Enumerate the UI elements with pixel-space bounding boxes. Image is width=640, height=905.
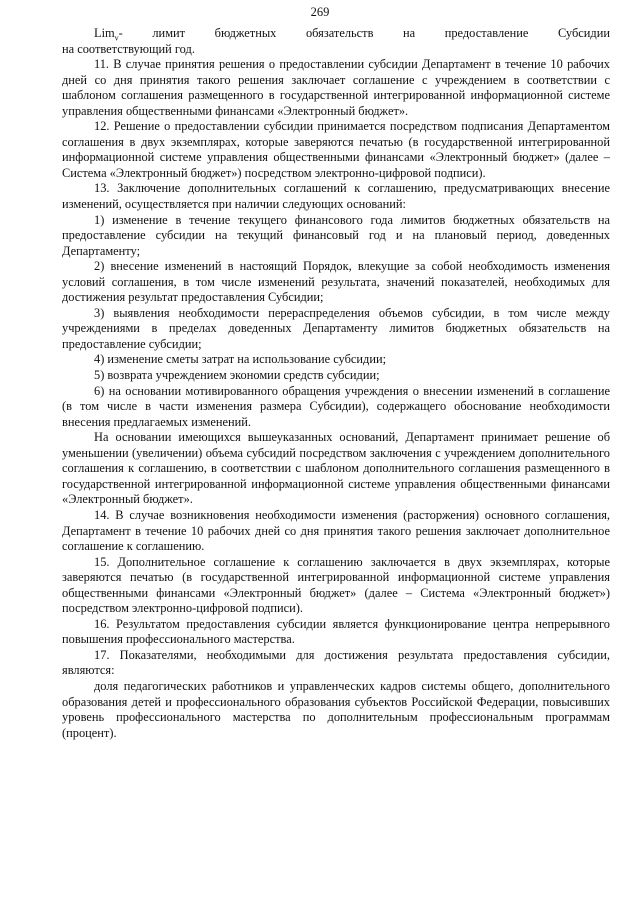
clause-15: 15. Дополнительное соглашение к соглашению заключается в двух экземплярах, которые заверяются печатью (в государственной интегрированной информационной системе управления общественными финансами «Электронный бюджет» (далее – Система «Электронный бюджет») посредством электронно-цифровой подписи). xyxy=(62,554,610,616)
clause-13-decision: На основании имеющихся вышеуказанных оснований, Департамент принимает решение об уменьшении (увеличении) объема субсидий посредством заключения с учреждением дополнительного соглашения к соглашению, в соответствии с шаблоном дополнительного соглашения размещенного в государственной интегрированной информационной системе управления общественными финансами «Электронный бюджет». xyxy=(62,430,610,507)
lim-word: бюджетных xyxy=(214,26,277,40)
clause-17-indicator: доля педагогических работников и управленческих кадров системы общего, дополнительного образования детей и профессионального образования субъектов Российской Федерации, повысивших уровень профессионального мастерства по дополнительным профессиональным программам (процент). xyxy=(62,678,610,740)
clause-13-item-4: 4) изменение сметы затрат на использование субсидии; xyxy=(94,352,387,367)
clause-16: 16. Результатом предоставления субсидии является функционирование центра непрерывного повышения профессионального мастерства. xyxy=(62,616,610,647)
lim-word: Субсидии xyxy=(557,26,610,40)
clause-11: 11. В случае принятия решения о предоставлении субсидии Департамент в течение 10 рабочих дней со дня принятия такого решения заключает соглашение с учреждением в соответствии с шаблоном соглашения размещенного в государственной интегрированной информационной системе управления общественными финансами «Электронный бюджет». xyxy=(62,57,610,118)
lim-definition-line xyxy=(62,26,610,42)
lim-word: лимит xyxy=(152,26,186,40)
clause-13-item-2: 2) внесение изменений в настоящий Порядок, влекущие за собой необходимость изменения условий соглашения, в том числе изменений результата, значений показателей, необходимых для достижения результат предоставления Субсидии; xyxy=(62,259,610,305)
clause-13-item-6: 6) на основании мотивированного обращения учреждения о внесении изменений в соглашение (в том числе в части изменения размера Субсидии), содержащего обоснование необходимости внесения предлагаемых изменений. xyxy=(62,383,610,429)
lim-word: предоставление xyxy=(444,26,529,40)
clause-13-item-1: 1) изменение в течение текущего финансового года лимитов бюджетных обязательств на предоставление субсидии на текущий финансовый год и на плановый период, доведенных Департаменту; xyxy=(62,212,610,258)
clause-13-item-5: 5) возврата учреждением экономии средств субсидии; xyxy=(94,368,380,383)
clause-14: 14. В случае возникновения необходимости изменения (расторжения) основного соглашения, Департамент в течение 10 рабочих дней со дня принятия такого решения заключает дополнительное соглашение к соглашению. xyxy=(62,507,610,554)
document-body xyxy=(62,26,610,741)
lim-word: обязательств xyxy=(305,26,374,40)
lim-continuation: на соответствующий год. xyxy=(62,41,195,56)
page-number: 269 xyxy=(310,5,330,19)
clause-13-item-3: 3) выявления необходимости перераспределения объемов субсидии, в том числе между учреждениями в пределах доведенных Департаменту лимитов бюджетных обязательств на предоставление субсидии; xyxy=(62,305,610,351)
clause-12: 12. Решение о предоставлении субсидии принимается посредством подписания Департаментом соглашения в двух экземплярах, которые заверяются печатью (в государственной интегрированной информационной системе управления общественными финансами «Электронный бюджет» (далее – Система «Электронный бюджет») посредством электронно-цифровой подписи). xyxy=(62,119,610,180)
lim-symbol: Lim$_v$- xyxy=(94,26,123,43)
clause-13: 13. Заключение дополнительных соглашений к соглашению, предусматривающих внесение изменений, осуществляется при наличии следующих оснований: xyxy=(62,181,610,212)
lim-word: на xyxy=(403,26,416,40)
clause-17: 17. Показателями, необходимыми для достижения результата предоставления субсидии, являются: xyxy=(62,647,610,678)
